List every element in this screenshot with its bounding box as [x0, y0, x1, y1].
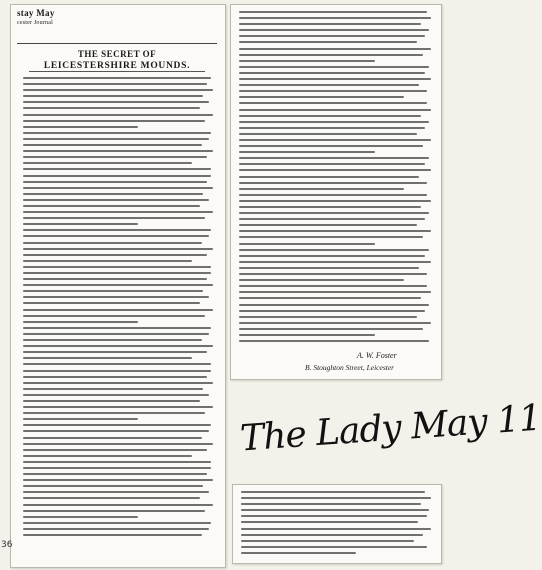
text-line — [239, 328, 423, 330]
text-line — [239, 121, 429, 123]
newspaper-clipping-right — [230, 4, 442, 380]
text-line — [241, 540, 414, 542]
text-line — [239, 102, 427, 104]
text-line — [23, 339, 202, 341]
text-line — [23, 449, 207, 451]
text-line — [239, 84, 419, 86]
text-line — [23, 467, 211, 469]
text-line — [23, 278, 207, 280]
text-line — [23, 162, 192, 164]
text-line — [23, 424, 211, 426]
text-line — [23, 400, 200, 402]
text-line — [241, 534, 423, 536]
headline-line-1: THE SECRET OF — [77, 49, 157, 59]
text-line — [23, 156, 207, 158]
text-line — [23, 430, 209, 432]
text-line — [23, 321, 138, 323]
text-line — [239, 206, 421, 208]
handwritten-annotation — [238, 397, 542, 478]
article-body-bottom — [241, 491, 433, 558]
text-line — [239, 48, 431, 50]
text-line — [239, 90, 427, 92]
text-line — [23, 248, 213, 250]
text-line — [239, 285, 427, 287]
masthead-rule — [17, 43, 217, 44]
handwritten-text: The Lady May 11 — [238, 397, 542, 460]
text-line — [23, 254, 207, 256]
text-line — [239, 54, 423, 56]
text-line — [23, 284, 213, 286]
text-line — [239, 334, 375, 336]
text-line — [23, 522, 211, 524]
text-line — [23, 272, 211, 274]
text-line — [23, 528, 209, 530]
article-text-lines-bottom — [241, 491, 433, 554]
text-line — [23, 504, 213, 506]
newspaper-clipping-left — [10, 4, 226, 568]
text-line — [23, 107, 200, 109]
text-line — [23, 309, 213, 311]
author-signature: A. W. Foster — [357, 351, 397, 360]
text-line — [23, 181, 207, 183]
text-line — [239, 96, 404, 98]
text-line — [23, 114, 213, 116]
text-line — [239, 273, 427, 275]
text-line — [23, 376, 207, 378]
text-line — [239, 157, 429, 159]
text-line — [23, 211, 213, 213]
article-headline — [23, 49, 211, 71]
text-line — [23, 479, 213, 481]
text-line — [239, 249, 429, 251]
text-line — [239, 236, 423, 238]
newspaper-clipping-bottom — [232, 484, 442, 564]
text-line — [239, 316, 417, 318]
text-line — [241, 521, 418, 523]
text-line — [239, 145, 423, 147]
text-line — [239, 163, 425, 165]
text-line — [239, 17, 431, 19]
text-line — [23, 120, 205, 122]
text-line — [239, 182, 427, 184]
text-line — [23, 382, 213, 384]
text-line — [239, 60, 375, 62]
text-line — [23, 510, 205, 512]
text-line — [241, 515, 427, 517]
text-line — [239, 78, 431, 80]
text-line — [239, 267, 419, 269]
text-line — [23, 199, 209, 201]
text-line — [241, 503, 421, 505]
text-line — [241, 552, 356, 554]
text-line — [239, 340, 429, 342]
text-line — [23, 89, 213, 91]
margin-note: 36 — [1, 540, 13, 550]
text-line — [23, 296, 209, 298]
text-line — [239, 127, 425, 129]
text-line — [23, 491, 209, 493]
text-line — [23, 455, 192, 457]
text-line — [239, 29, 429, 31]
masthead-paper-name: cester Journal — [17, 20, 53, 26]
text-line — [23, 235, 209, 237]
text-line — [23, 126, 138, 128]
text-line — [23, 168, 211, 170]
text-line — [239, 230, 431, 232]
article-body-left — [23, 77, 215, 540]
text-line — [239, 224, 417, 226]
text-line — [23, 497, 200, 499]
text-line — [239, 310, 425, 312]
text-line — [239, 176, 419, 178]
text-line — [23, 363, 211, 365]
text-line — [239, 11, 427, 13]
text-line — [241, 509, 429, 511]
text-line — [23, 351, 207, 353]
text-line — [239, 297, 421, 299]
text-line — [23, 443, 213, 445]
text-line — [239, 255, 425, 257]
text-line — [239, 200, 431, 202]
text-line — [239, 279, 404, 281]
text-line — [241, 497, 431, 499]
text-line — [239, 304, 429, 306]
text-line — [23, 345, 213, 347]
text-line — [23, 406, 213, 408]
text-line — [239, 35, 425, 37]
text-line — [239, 322, 431, 324]
text-line — [23, 132, 211, 134]
headline-line-2: LEICESTERSHIRE MOUNDS. — [43, 61, 191, 71]
text-line — [23, 260, 192, 262]
text-line — [23, 370, 211, 372]
text-line — [239, 169, 431, 171]
text-line — [239, 194, 427, 196]
text-line — [239, 218, 425, 220]
masthead-date: stay May — [17, 8, 55, 18]
text-line — [23, 217, 205, 219]
text-line — [239, 139, 431, 141]
text-line — [23, 223, 138, 225]
text-line — [23, 473, 207, 475]
text-line — [23, 534, 202, 536]
text-line — [23, 485, 203, 487]
text-line — [23, 461, 211, 463]
text-line — [23, 175, 211, 177]
text-line — [23, 193, 203, 195]
author-address: B. Stoughton Street, Leicester — [305, 363, 395, 372]
text-line — [241, 528, 431, 530]
text-line — [23, 187, 213, 189]
article-text-lines — [23, 77, 215, 536]
text-line — [23, 150, 213, 152]
text-line — [239, 243, 375, 245]
text-line — [23, 205, 200, 207]
masthead — [17, 8, 217, 26]
text-line — [239, 261, 431, 263]
text-line — [239, 66, 429, 68]
text-line — [23, 302, 200, 304]
text-line — [23, 333, 209, 335]
text-line — [23, 83, 207, 85]
text-line — [241, 546, 427, 548]
text-line — [23, 388, 203, 390]
text-line — [239, 188, 404, 190]
headline-rule — [29, 71, 205, 72]
text-line — [241, 491, 425, 493]
text-line — [239, 291, 431, 293]
text-line — [23, 327, 211, 329]
text-line — [23, 229, 211, 231]
text-line — [239, 151, 375, 153]
text-line — [23, 437, 202, 439]
text-line — [239, 41, 417, 43]
text-line — [23, 412, 205, 414]
text-line — [23, 394, 209, 396]
article-text-lines-right — [239, 11, 433, 342]
text-line — [23, 315, 205, 317]
text-line — [23, 357, 192, 359]
text-line — [23, 266, 211, 268]
text-line — [23, 144, 202, 146]
text-line — [23, 101, 209, 103]
text-line — [23, 95, 203, 97]
text-line — [23, 77, 211, 79]
text-line — [239, 115, 421, 117]
text-line — [239, 133, 417, 135]
text-line — [239, 212, 429, 214]
article-body-right — [239, 11, 433, 346]
text-line — [23, 418, 138, 420]
text-line — [23, 242, 202, 244]
text-line — [23, 516, 138, 518]
text-line — [239, 72, 425, 74]
text-line — [23, 290, 203, 292]
text-line — [239, 109, 431, 111]
text-line — [239, 23, 421, 25]
text-line — [23, 138, 209, 140]
